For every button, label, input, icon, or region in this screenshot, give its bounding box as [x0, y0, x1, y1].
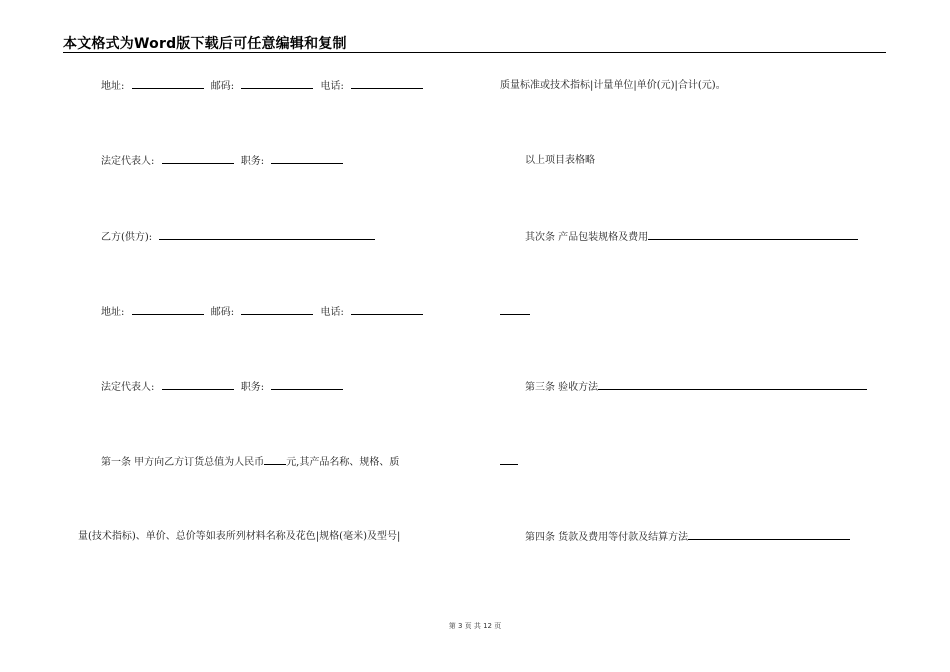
legal-rep-blank[interactable] — [162, 380, 234, 390]
position-blank[interactable] — [271, 380, 343, 390]
legal-rep-label: 法定代表人: — [101, 156, 155, 167]
article-3-line — [525, 380, 867, 395]
phone-blank[interactable] — [351, 305, 423, 315]
party-a-rep-line — [101, 154, 343, 169]
address-label: 地址: — [101, 81, 125, 92]
page-number-footer: 第 3 页 共 12 页 — [448, 622, 502, 630]
party-a-contact-line — [101, 79, 423, 94]
document-header-title: 本文格式为Word版下载后可任意编辑和复制 — [63, 36, 347, 52]
article-2-continued — [500, 305, 530, 320]
legal-rep-blank[interactable] — [162, 154, 234, 164]
position-blank[interactable] — [271, 154, 343, 164]
legal-rep-label: 法定代表人: — [101, 382, 155, 393]
postcode-label: 邮码: — [210, 81, 235, 92]
phone-label: 电话: — [320, 307, 344, 318]
phone-blank[interactable] — [351, 79, 423, 89]
address-blank[interactable] — [132, 79, 204, 89]
table-header-continued: 质量标准或技术指标|计量单位|单价(元)|合计(元)。 — [500, 80, 726, 91]
postcode-blank[interactable] — [241, 79, 313, 89]
postcode-label: 邮码: — [210, 307, 235, 318]
table-omitted-note: 以上项目表格略 — [525, 155, 595, 166]
acceptance-method-blank-continued[interactable] — [500, 455, 518, 465]
article-1-line — [101, 455, 399, 470]
article-3-continued — [500, 455, 518, 470]
packaging-spec-blank-continued[interactable] — [500, 305, 530, 315]
address-label: 地址: — [101, 307, 125, 318]
party-b-rep-line — [101, 380, 343, 395]
party-b-line — [101, 230, 375, 245]
address-blank[interactable] — [132, 305, 204, 315]
payment-method-blank[interactable] — [688, 530, 850, 540]
article-4-text: 第四条 货款及费用等付款及结算方法 — [525, 532, 689, 543]
article-1-text-end: 元,其产品名称、规格、质 — [286, 457, 400, 468]
article-3-text: 第三条 验收方法 — [525, 382, 599, 393]
article-2-line — [525, 230, 858, 245]
total-amount-blank[interactable] — [264, 455, 286, 465]
article-1-continued-line: 量(技术指标)、单价、总价等如表所列材料名称及花色|规格(毫米)及型号| — [78, 531, 401, 542]
article-1-text-start: 第一条 甲方向乙方订货总值为人民币 — [101, 457, 265, 468]
packaging-spec-blank[interactable] — [648, 230, 858, 240]
phone-label: 电话: — [320, 81, 344, 92]
article-2-text: 其次条 产品包装规格及费用 — [525, 232, 649, 243]
postcode-blank[interactable] — [241, 305, 313, 315]
party-b-label: 乙方(供方): — [101, 232, 153, 243]
header-divider — [63, 52, 886, 53]
acceptance-method-blank[interactable] — [598, 380, 867, 390]
position-label: 职务: — [240, 156, 265, 167]
party-b-blank[interactable] — [159, 230, 375, 240]
party-b-contact-line — [101, 305, 423, 320]
position-label: 职务: — [240, 382, 265, 393]
article-4-line — [525, 530, 850, 545]
